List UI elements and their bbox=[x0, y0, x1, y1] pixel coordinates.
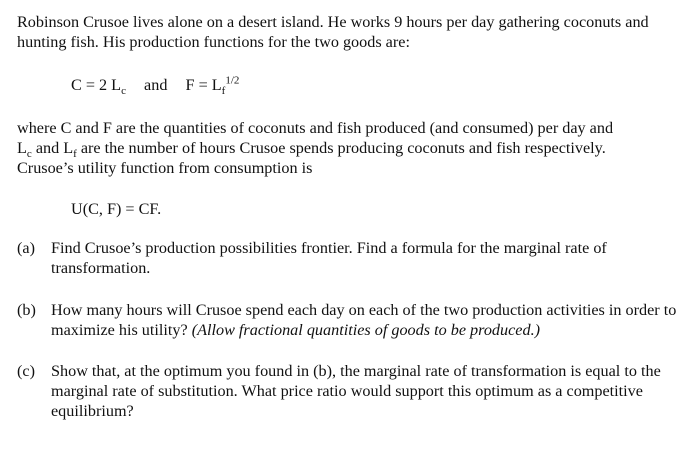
question-label: (a) bbox=[17, 239, 35, 257]
production-functions bbox=[71, 74, 240, 98]
utility-function: U(C, F) = CF. bbox=[71, 200, 162, 218]
connector-word: and bbox=[144, 76, 168, 94]
question-text: Find Crusoe’s production possibilities frontier. Find a formula for the marginal rate of transformation. bbox=[51, 239, 607, 277]
definitions-line-3: Crusoe’s utility function from consumption is bbox=[17, 159, 313, 177]
definitions-paragraph bbox=[17, 118, 687, 178]
question-note: (Allow fractional quantities of goods to be produced.) bbox=[191, 321, 541, 339]
question-text: Show that, at the optimum you found in (b), the marginal rate of transformation is equal to the marginal rate of substitution. What price ratio would support this optimum as a competitive equilibrium? bbox=[51, 362, 661, 420]
intro-paragraph: Robinson Crusoe lives alone on a desert island. He works 9 hours per day gathering coconuts and hunting fish. His production functions for the two goods are: bbox=[17, 13, 649, 51]
fish-production-function: $F = L_f^{1/2}$ bbox=[185, 74, 240, 98]
question-label: (b) bbox=[17, 301, 36, 319]
definitions-line-2: $L_c$ and $L_f$ are the number of hours Crusoe spends producing coconuts and fish respectively. bbox=[17, 139, 606, 161]
definitions-line-1: where C and F are the quantities of coconuts and fish produced (and consumed) per day and bbox=[17, 119, 614, 137]
question-label: (c) bbox=[17, 362, 35, 380]
coconut-production-function: C = 2 $L_c$ bbox=[71, 76, 126, 98]
question-text: How many hours will Crusoe spend each day on each of the two production activities in order to maximize his utility? (Allow fractional quantities of goods to be produced.) bbox=[51, 301, 677, 339]
